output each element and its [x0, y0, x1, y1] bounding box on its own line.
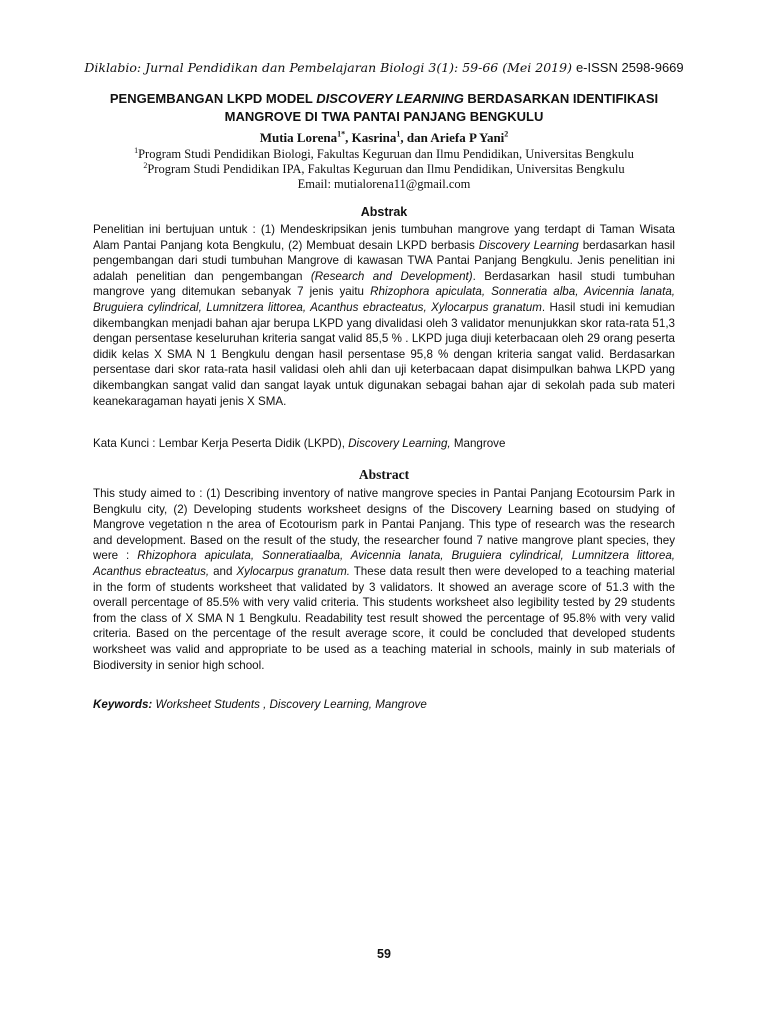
page-number: 59 — [377, 947, 391, 961]
author-3: , dan Ariefa P Yani — [400, 130, 505, 145]
abstract-heading: Abstract — [358, 467, 410, 482]
affiliation-1-sup: 1 — [134, 145, 139, 155]
abstract-text-1: This study aimed to : (1) Describing inventory of native mangrove species in Pantai Panjang Ecotoursim Park in Bengkulu city, (2) Developing students worksheet designs of the Discovery Learning based on studying of Mangrove vegetation n the area of Ecotourism park in Pantai Panjang. This type of research was the research and development. Based on the result of the study, the researcher found 7 native mangrove plant species, they were : — [93, 487, 675, 563]
title-part-1: PENGEMBANGAN LKPD MODEL — [109, 91, 317, 106]
abstrak-text-1: Penelitian ini bertujuan untuk : (1) Mendeskripsikan jenis tumbuhan mangrove yang terdapt di Taman Wisata Alam Pantai Panjang kota Bengkulu, (2) Membuat desain LKPD berbasis — [93, 223, 675, 252]
title-part-2: DISCOVERY LEARNING — [316, 91, 464, 106]
abstrak-heading: Abstrak — [360, 205, 408, 219]
kata-kunci-text-1: Kata Kunci : Lembar Kerja Peserta Didik (LKPD), — [93, 437, 349, 450]
abstrak-italic-2: (Research and Development) — [310, 269, 473, 283]
affiliation-2 — [0, 162, 768, 177]
author-list — [0, 130, 768, 146]
abstract-text-2: and — [209, 564, 237, 578]
title-line-2: MANGROVE DI TWA PANTAI PANJANG BENGKULU — [224, 109, 544, 124]
affiliation-2-text: Program Studi Pendidikan IPA, Fakultas Keguruan dan Ilmu Pendidikan, Universitas Bengkulu — [147, 162, 625, 176]
keywords-text: Worksheet Students , Discovery Learning, Mangrove — [152, 698, 427, 711]
abstrak-text-4: . Hasil studi ini kemudian dikembangkan menjadi bahan ajar berupa LKPD yang divalidasi oleh 3 validator menunjukkan skor rata-rata 51,3 dengan persentase keseluruhan kriteria sangat valid 85,5 % . LKPD juga diuji keterbacaan oleh 29 orang peserta didik kelas X SMA N 1 Bengkulu dengan hasil persentase 95,8 % dengan kriteria sangat valid. Berdasarkan persentase dari skor rata-rata hasil validasi oleh ahli dan uji keterbacaan dapat disimpulkan bahwa LKPD yang dikembangkan sangat valid dan sangat layak untuk digunakan sebagai bahan ajar di sekolah pada sub materi keanekaragaman hayati jenis X SMA. — [93, 300, 675, 408]
abstrak-italic-3: Rhizophora apiculata, Sonneratia alba, Avicennia lanata, Bruguiera cylindrical, Lumnitzera littorea, Acanthus ebracteatus, Xylocarpus granatum — [93, 285, 675, 314]
affiliation-2-sup: 2 — [143, 160, 148, 170]
affiliation-1 — [0, 147, 768, 162]
paper-title — [60, 90, 708, 126]
abstrak-italic-1: Discovery Learning — [478, 238, 579, 252]
abstrak-text-2: berdasarkan hasil pengembangan dari studi tumbuhan Mangrove di kawasan TWA Pantai Panjang Bengkulu. Jenis penelitian ini adalah penelitian dan pengembangan — [93, 238, 675, 283]
journal-header — [0, 60, 768, 75]
abstract-paragraph — [93, 486, 675, 673]
abstrak-text-3: . Berdasarkan hasil studi tumbuhan mangrove yang ditemukan sebanyak 7 jenis yaitu — [93, 269, 675, 299]
kata-kunci-italic: Discovery Learning, — [348, 437, 451, 450]
kata-kunci-text-2: Mangrove — [450, 437, 506, 450]
journal-issn: e-ISSN 2598-9669 — [575, 60, 684, 75]
keywords — [93, 697, 675, 713]
author-2-sup: 1 — [396, 129, 401, 139]
abstract-italic-1: Rhizophora apiculata, Sonneratiaalba, Avicennia lanata, Bruguiera cylindrical, Lumnitzera littorea, Acanthus ebracteatus, — [93, 549, 675, 578]
affiliation-1-text: Program Studi Pendidikan Biologi, Fakultas Keguruan dan Ilmu Pendidikan, Universitas Bengkulu — [138, 147, 634, 161]
abstract-italic-2: Xylocarpus granatum. — [236, 564, 350, 578]
author-1: Mutia Lorena — [259, 130, 338, 145]
author-1-sup: 1* — [337, 129, 346, 139]
corresponding-email: Email: mutialorena11@gmail.com — [297, 177, 471, 191]
journal-citation: Diklabio: Jurnal Pendidikan dan Pembelajaran Biologi 3(1): 59-66 (Mei 2019) — [84, 60, 572, 75]
author-3-sup: 2 — [504, 129, 509, 139]
abstrak-paragraph — [93, 222, 675, 409]
author-2: , Kasrina — [345, 130, 397, 145]
abstract-text-3: These data result then were developed to a teaching material in the form of students worksheet that validated by 3 validators. It showed an average score of 51.3 with the overall percentage of 85.5% with very valid criteria. This students worksheet also legibility tested by 29 students from the class of X SMA N 1 Bengkulu. Readability test result showed the percentage of 95.8% with very valid criteria. Based on the percentage of the result average score, it could be concluded that developed students worksheet was valid and appropriate to be used as a teaching material in schools, mainly in sub materials of Biodiversity in senior high school. — [93, 564, 675, 672]
keywords-label: Keywords: — [93, 698, 153, 711]
kata-kunci — [93, 436, 675, 452]
title-part-3: BERDASARKAN IDENTIFIKASI — [463, 91, 659, 106]
